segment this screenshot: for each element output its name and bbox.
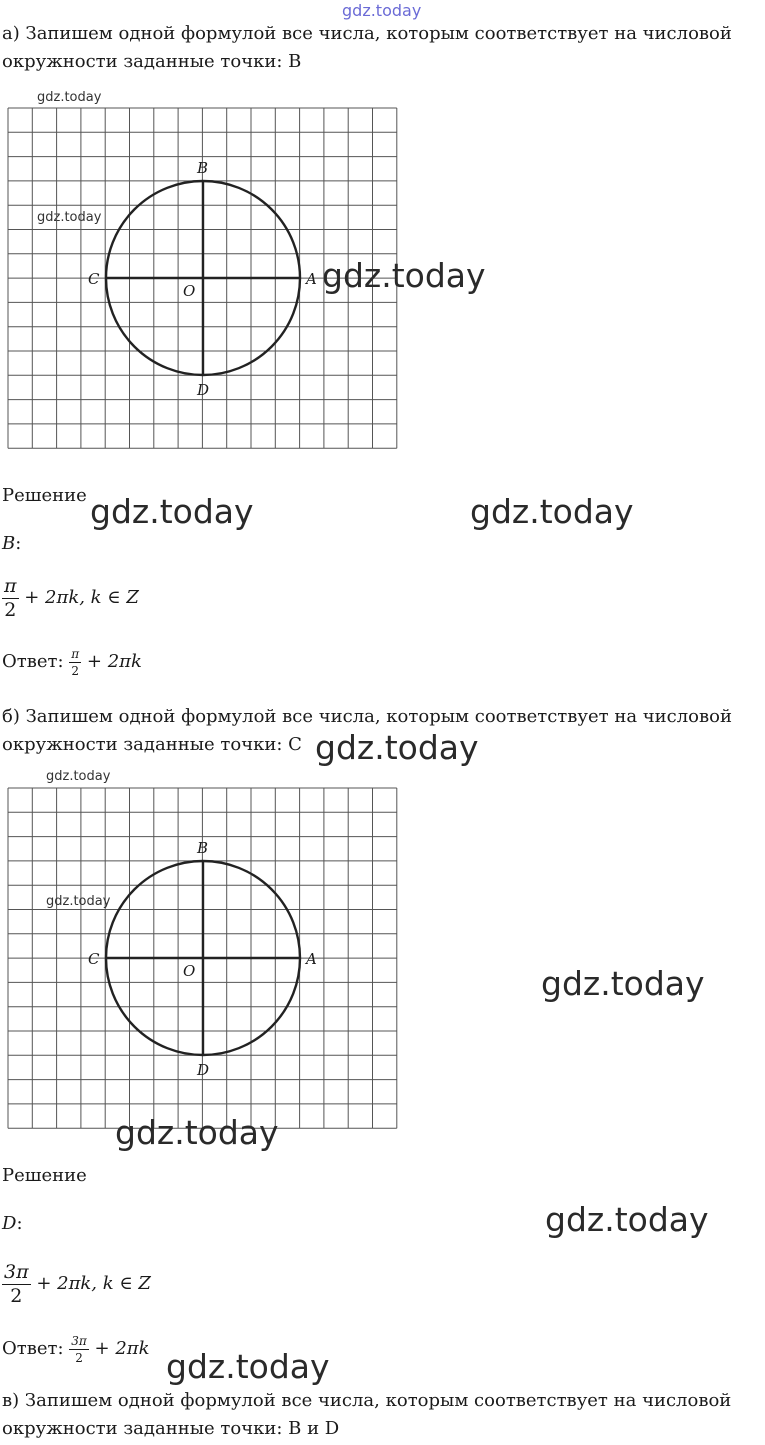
watermark-small: gdz.today <box>46 769 111 784</box>
part-c-task-line1: в) Запишем одной формулой все числа, которым соответствует на числовой <box>2 1390 732 1411</box>
part-a-formula: $\frac{\pi}{2}$ + 2πk, k ∈ Z <box>4 574 139 621</box>
watermark-small: gdz.today <box>37 210 102 225</box>
part-a-task-line2: окружности заданные точки: B <box>2 51 302 72</box>
point-b-label: B <box>197 839 209 857</box>
part-b-task-line1: б) Запишем одной формулой все числа, которым соответствует на числовой <box>2 706 732 727</box>
point-c-label: C <box>88 950 100 968</box>
part-a-point: B: <box>2 533 22 554</box>
fraction: $\frac{\pi}{2}$ <box>71 646 80 678</box>
part-c-task-line2: окружности заданные точки: B и D <box>2 1418 340 1439</box>
point-d-label: D <box>197 1061 210 1079</box>
watermark-top: gdz.today <box>342 1 422 20</box>
point-b-label: B <box>197 159 209 177</box>
watermark-small: gdz.today <box>37 90 102 105</box>
part-a-answer: Ответ: $\frac{\pi}{2}$ + 2πk <box>2 646 142 678</box>
origin-o-label: O <box>183 962 196 980</box>
part-b-point: D: <box>2 1213 23 1234</box>
part-a-task-line1: а) Запишем одной формулой все числа, которым соответствует на числовой <box>2 23 732 44</box>
part-b-solution-label: Решение <box>2 1165 87 1186</box>
watermark-big: gdz.today <box>322 256 486 295</box>
point-a-label: A <box>306 950 317 968</box>
watermark-big: gdz.today <box>541 964 705 1003</box>
unit-circle-diagram-b <box>0 780 410 1135</box>
fraction: $\frac{3\pi}{2}$ <box>71 1333 87 1365</box>
fraction: $\frac{\pi}{2}$ <box>4 574 17 621</box>
part-a-solution-label: Решение <box>2 485 87 506</box>
point-c-label: C <box>88 270 100 288</box>
watermark-big: gdz.today <box>166 1347 330 1386</box>
watermark-big: gdz.today <box>470 492 634 531</box>
watermark-small: gdz.today <box>46 894 111 909</box>
part-b-answer: Ответ: $\frac{3\pi}{2}$ + 2πk <box>2 1333 150 1365</box>
watermark-big: gdz.today <box>315 728 479 767</box>
watermark-big: gdz.today <box>115 1113 279 1152</box>
part-b-task-line2: окружности заданные точки: C <box>2 734 302 755</box>
origin-o-label: O <box>183 282 196 300</box>
point-a-label: A <box>306 270 317 288</box>
watermark-big: gdz.today <box>90 492 254 531</box>
watermark-big: gdz.today <box>545 1200 709 1239</box>
part-b-formula: $\frac{3\pi}{2}$ + 2πk, k ∈ Z <box>4 1260 151 1307</box>
fraction: $\frac{3\pi}{2}$ <box>4 1260 29 1307</box>
point-d-label: D <box>197 381 210 399</box>
